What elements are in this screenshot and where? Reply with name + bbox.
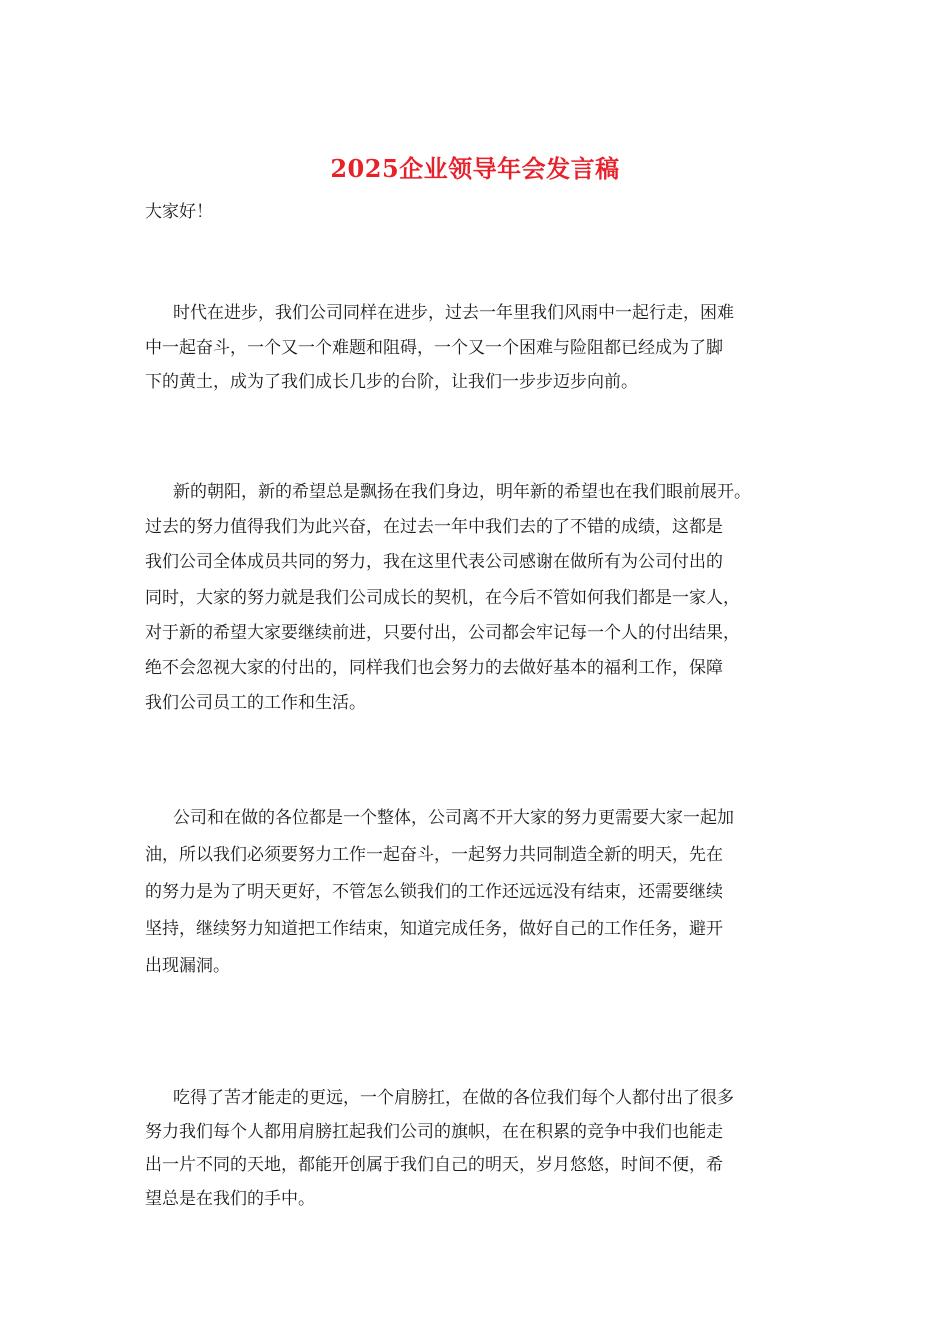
paragraph-line: 中一起奋斗，一个又一个难题和阻碍，一个又一个困难与险阻都已经成为了脚 — [145, 337, 723, 358]
paragraph-line: 公司和在做的各位都是一个整体，公司离不开大家的努力更需要大家一起加 — [173, 808, 734, 828]
paragraph-line: 的努力是为了明天更好，不管怎么锁我们的工作还远远没有结束，还需要继续 — [145, 882, 723, 902]
document-title: 2025企业领导年会发言稿 — [330, 154, 620, 183]
paragraph-line: 努力我们每个人都用肩膀扛起我们公司的旗帜，在在积累的竞争中我们也能走 — [145, 1121, 723, 1142]
paragraph-4 — [145, 1082, 815, 1216]
paragraph-1 — [145, 296, 815, 400]
paragraph-line: 下的黄土，成为了我们成长几步的台阶，让我们一步步迈步向前。 — [145, 372, 638, 392]
paragraph-line: 出现漏洞。 — [145, 956, 230, 976]
paragraph-line: 吃得了苦才能走的更远，一个肩膀扛，在做的各位我们每个人都付出了很多 — [173, 1088, 734, 1108]
paragraph-line: 新的朝阳，新的希望总是飘扬在我们身边，明年新的希望也在我们眼前展开。 — [173, 482, 751, 502]
paragraph-line: 时代在进步，我们公司同样在进步，过去一年里我们风雨中一起行走，困难 — [173, 303, 734, 323]
paragraph-line: 过去的努力值得我们为此兴奋，在过去一年中我们去的了不错的成绩，这都是 — [145, 517, 723, 538]
paragraph-line: 坚持，继续努力知道把工作结束，知道完成任务，做好自己的工作任务，避开 — [145, 919, 723, 939]
paragraph-line: 对于新的希望大家要继续前进，只要付出，公司都会牢记每一个人的付出结果， — [145, 622, 740, 643]
paragraph-line: 我们公司全体成员共同的努力，我在这里代表公司感谢在做所有为公司付出的 — [145, 552, 723, 573]
paragraph-line: 望总是在我们的手中。 — [145, 1188, 315, 1209]
paragraph-line: 绝不会忽视大家的付出的，同样我们也会努力的去做好基本的福利工作，保障 — [145, 658, 723, 679]
paragraph-line: 我们公司员工的工作和生活。 — [145, 693, 366, 714]
paragraph-line: 同时，大家的努力就是我们公司成长的契机，在今后不管如何我们都是一家人， — [145, 587, 740, 608]
paragraph-line: 出一片不同的天地，都能开创属于我们自己的明天，岁月悠悠，时间不便，希 — [145, 1155, 723, 1175]
greeting-text: 大家好！ — [145, 202, 213, 222]
paragraph-2 — [145, 475, 815, 721]
paragraph-line: 油，所以我们必须要努力工作一起奋斗，一起努力共同制造全新的明天，先在 — [145, 845, 723, 865]
paragraph-3 — [145, 800, 815, 985]
